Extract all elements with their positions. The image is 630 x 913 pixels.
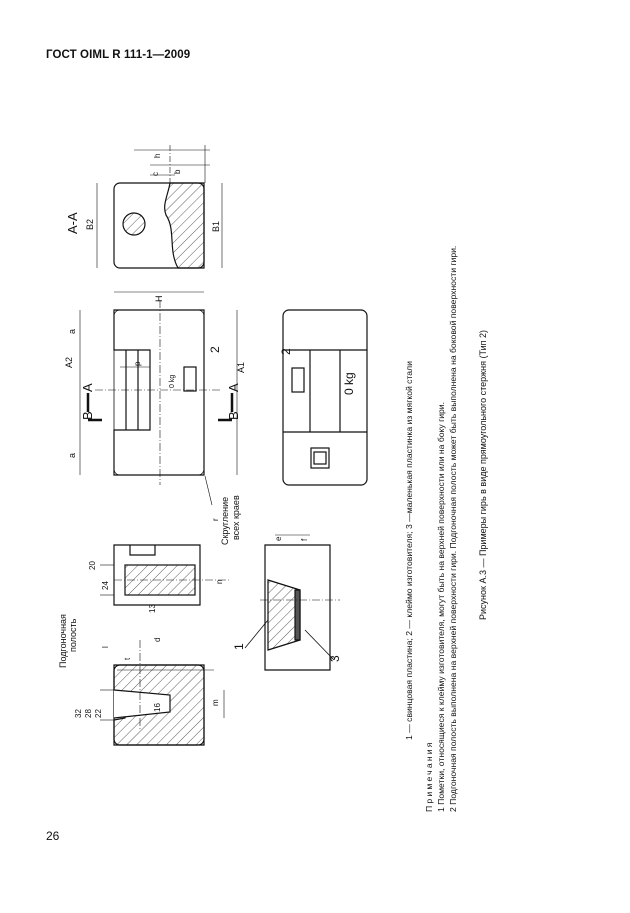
dim-p-label: p	[133, 361, 142, 366]
dim-a-bottom-label: a	[67, 452, 77, 458]
front-view	[80, 292, 237, 505]
top-view	[283, 310, 367, 485]
dim-16-label: 16	[153, 703, 162, 712]
dim-n-label: n	[215, 579, 224, 584]
cavity-label-1: Подгоночная	[58, 614, 68, 668]
dim-22-label: 22	[94, 709, 103, 718]
end-view	[100, 545, 230, 605]
plate-detail-view	[245, 535, 340, 670]
ref-2-front: 2	[208, 346, 222, 353]
dim-m-label: m	[211, 699, 220, 706]
section-label: A-A	[65, 212, 80, 234]
cavity-section-view	[100, 637, 224, 745]
dim-a1-label: A1	[236, 361, 246, 373]
dim-b2-label: B2	[85, 218, 95, 230]
document-header: ГОСТ OIML R 111-1—2009	[46, 49, 191, 61]
rounding-label-2: всех краев	[231, 495, 241, 540]
mark-label-top: 0 kg	[342, 372, 356, 395]
dim-32-label: 32	[74, 709, 83, 718]
cavity-label-2: полость	[68, 618, 78, 652]
section-marker-b-right: B	[226, 411, 241, 420]
dim-r-label: r	[211, 518, 220, 521]
section-a-a-view	[97, 145, 222, 268]
dim-b-label: b	[173, 169, 182, 174]
dim-e-label: e	[274, 536, 283, 541]
page-number: 26	[46, 829, 60, 843]
dim-d-label: d	[153, 637, 162, 642]
dim-24-label: 24	[101, 581, 110, 590]
dim-28-label: 28	[84, 709, 93, 718]
dim-a2-label: A2	[64, 356, 74, 368]
dim-f-label: f	[300, 538, 309, 541]
note-2: 2 Подгоночная полость выполнена на верхней поверхности гири. Подгоночная полость может быть выполнена на боковой поверхности гири.	[448, 245, 458, 812]
notes-heading: Примечания	[424, 740, 434, 812]
legend-text: 1 — свинцовая пластина; 2 — клеймо изготовителя; 3 —маленькая пластинка из мягкой стали	[404, 361, 414, 740]
dim-h-upper-label: H	[154, 295, 164, 302]
dim-h-label: h	[153, 153, 162, 158]
dim-20-label: 20	[88, 561, 97, 570]
figure-caption: Рисунок A.3 — Примеры гирь в виде прямоугольного стержня (Тип 2)	[478, 329, 488, 620]
note-1: 1 Пометки, относящиеся к клейму изготовителя, могут быть на верхней поверхности или на боку гири.	[436, 402, 446, 812]
ref-1-label: 1	[232, 643, 246, 650]
dim-b1-label: B1	[211, 220, 221, 232]
section-marker-a-left: A	[80, 383, 95, 392]
dim-t-label: t	[123, 657, 132, 660]
dim-13-label: 13	[148, 604, 157, 613]
ref-3-label: 3	[328, 655, 342, 662]
ref-2-top: 2	[279, 348, 293, 355]
dim-c-label: c	[151, 172, 160, 176]
dim-a-top-label: a	[67, 328, 77, 334]
section-marker-a-right: A	[226, 383, 241, 392]
section-marker-b-left: B	[80, 411, 95, 420]
dim-l-label: l	[101, 646, 110, 648]
rounding-label-1: Скругление	[220, 496, 230, 545]
mark-label-front: 0 kg	[169, 374, 176, 388]
